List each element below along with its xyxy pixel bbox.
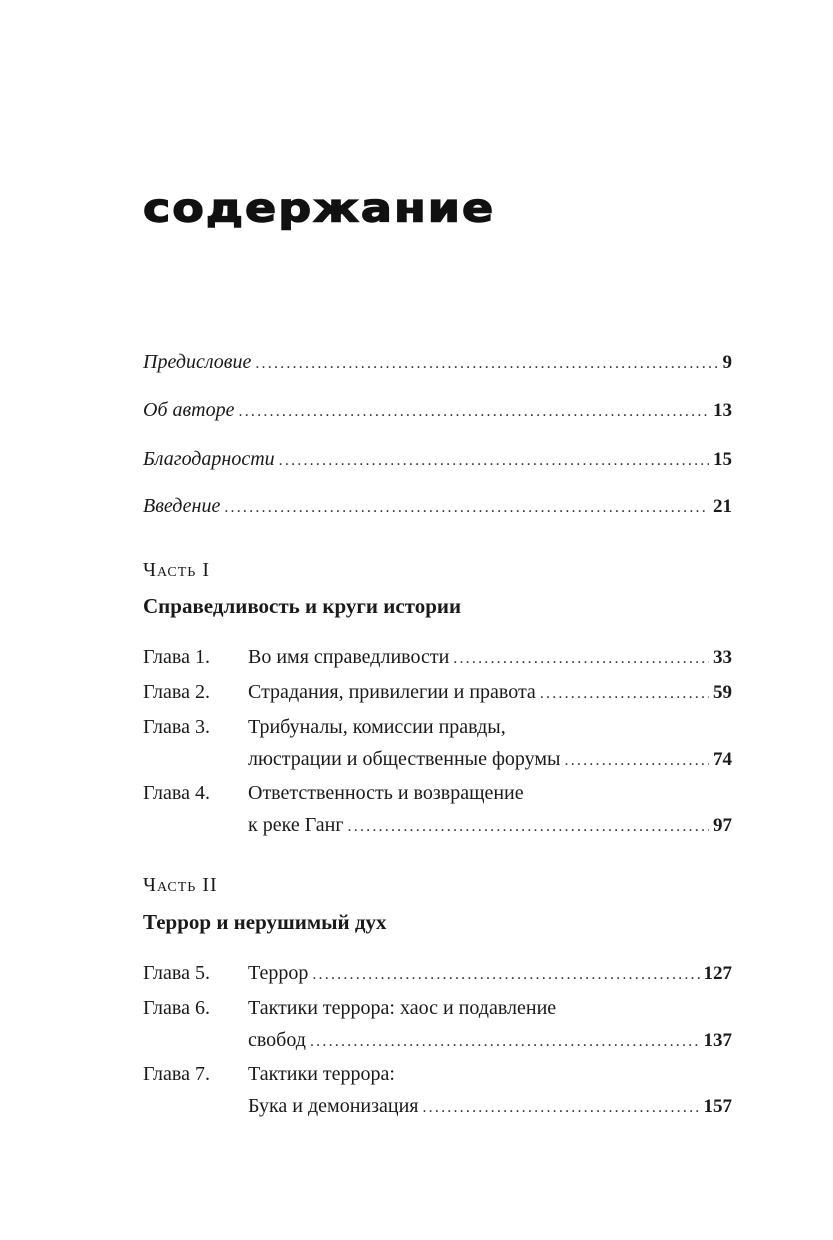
entry-label: Об авторе xyxy=(143,399,235,421)
entry-page: 21 xyxy=(713,496,732,517)
chapter-title-line: Ответственность и возвращение xyxy=(248,782,524,804)
chapter-page: 127 xyxy=(703,963,732,984)
dot-leader xyxy=(310,1026,700,1058)
chapter-number: Глава 5. xyxy=(143,962,210,984)
chapter-page: 97 xyxy=(713,815,732,836)
part-title: Справедливость и круги истории xyxy=(143,594,462,618)
dot-leader xyxy=(255,352,718,376)
entry-label: Благодарности xyxy=(143,448,275,470)
dot-leader xyxy=(279,449,709,473)
chapter-title-line: Страдания, привилегии и правота xyxy=(248,681,536,703)
dot-leader xyxy=(540,678,709,710)
dot-leader xyxy=(224,496,709,520)
entry-label: Введение xyxy=(143,495,221,517)
chapter-number: Глава 4. xyxy=(143,782,210,804)
chapter-title-line: к реке Ганг xyxy=(248,814,344,836)
chapter-title-line: Террор xyxy=(248,962,309,984)
entry-page: 9 xyxy=(722,352,732,373)
dot-leader xyxy=(453,643,709,675)
entry-page: 15 xyxy=(713,449,732,470)
chapter-title-line: Трибуналы, комиссии правды, xyxy=(248,716,506,738)
dot-leader xyxy=(348,811,709,843)
dot-leader xyxy=(422,1092,699,1124)
chapter-title-line: свобод xyxy=(248,1029,306,1051)
chapter-title-line: Тактики террора: хаос и подавление xyxy=(248,997,557,1019)
page-title: содержание xyxy=(143,184,496,231)
dot-leader xyxy=(565,745,710,777)
chapter-number: Глава 3. xyxy=(143,716,210,738)
chapter-title-line: Бука и демонизация xyxy=(248,1095,419,1117)
chapter-number: Глава 7. xyxy=(143,1063,210,1085)
entry-page: 13 xyxy=(713,400,732,421)
chapter-number: Глава 6. xyxy=(143,997,210,1019)
entry-label: Предисловие xyxy=(143,351,252,373)
chapter-page: 137 xyxy=(703,1030,732,1051)
chapter-number: Глава 2. xyxy=(143,681,210,703)
toc-entry-about-author[interactable] xyxy=(143,398,732,424)
part-label: Часть II xyxy=(143,874,218,896)
chapter-title-line: люстрации и общественные форумы xyxy=(248,748,561,770)
chapter-page: 59 xyxy=(713,682,732,703)
chapter-page: 33 xyxy=(713,647,732,668)
toc-entry-acknowledgements[interactable] xyxy=(143,447,732,473)
dot-leader xyxy=(239,400,709,424)
chapter-title-line: Во имя справедливости xyxy=(248,646,450,668)
toc-entry-preface[interactable] xyxy=(143,350,732,376)
part-title: Террор и нерушимый дух xyxy=(143,910,387,934)
dot-leader xyxy=(312,959,699,991)
chapter-title-line: Тактики террора: xyxy=(248,1063,395,1085)
part-label: Часть I xyxy=(143,559,210,581)
chapter-number: Глава 1. xyxy=(143,646,210,668)
chapter-page: 157 xyxy=(703,1096,732,1117)
toc-entry-introduction[interactable] xyxy=(143,494,732,520)
chapter-page: 74 xyxy=(713,749,732,770)
